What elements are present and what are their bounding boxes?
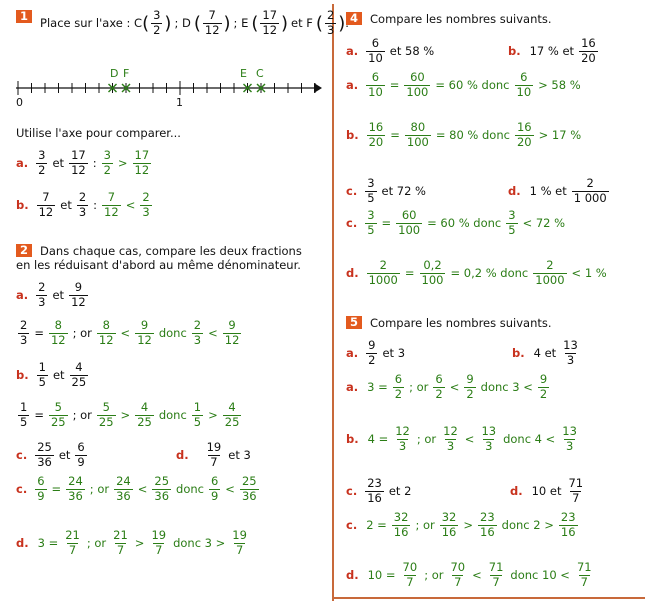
ex2-solution-d: d. 3 = $\frac{21}{7}$ ; or $\frac{21}{7}$ > $\frac{19}{7}$ donc 3 > $\frac{19}{7}$: [16, 528, 247, 557]
exercise-number: 4: [346, 12, 362, 25]
compare-instruction: Utilise l'axe pour comparer...: [16, 126, 181, 140]
bottom-rule: [332, 597, 645, 599]
exercise-1-statement: Place sur l'axe : C ( $\frac{3}{2}$ ) ; D ( $\frac{7}{12}$ ) ; E ( $\frac{17}{12}$ ) et F ( $\frac{2}{3}$ ): [40, 8, 346, 37]
ex2-solution-b: $\frac{1}{5}$ = $\frac{5}{25}$ ; or $\frac{5}{25}$ > $\frac{4}{25}$ donc $\frac{1}{5}$ > $\frac{4}{25}$: [20, 400, 240, 429]
exercise-number: 5: [346, 316, 362, 329]
ex4-solution-c: c. $\frac{3}{5}$ = $\frac{60}{100}$ = 60 % donc $\frac{3}{5}$ < 72 %: [346, 208, 566, 237]
ex4-question-d: d. 1 % et $\frac{2}{1 000}$: [508, 176, 607, 205]
ex5-question-d: d. 10 et $\frac{71}{7}$: [510, 476, 584, 505]
fraction: $\frac{7}{12}$: [204, 8, 220, 37]
ex1-answer-b: b. $\frac{7}{12}$ et $\frac{2}{3}$ : $\frac{7}{12}$ < $\frac{2}{3}$: [16, 190, 150, 219]
fraction: $\frac{3}{2}$: [153, 8, 161, 37]
ex4-solution-b: b. $\frac{16}{20}$ = $\frac{80}{100}$ = 80 % donc $\frac{16}{20}$ > 17 %: [346, 120, 582, 149]
ex4-question-c: c. $\frac{3}{5}$ et 72 %: [346, 176, 426, 205]
point-label-D: D: [110, 67, 119, 80]
ex4-question-a: a. $\frac{6}{10}$ et 58 %: [346, 36, 435, 65]
ex2-solution-c: c. $\frac{6}{9}$ = $\frac{24}{36}$ ; or $\frac{24}{36}$ < $\frac{25}{36}$ donc $\frac{6}{9}$ < $\frac{25}{36}$: [16, 474, 257, 503]
ex5-solution-d: d. 10 = $\frac{70}{7}$ ; or $\frac{70}{7}$ < $\frac{71}{7}$ donc 10 < $\frac{71}{7}$: [346, 560, 592, 589]
ex4-solution-a: a. $\frac{6}{10}$ = $\frac{60}{100}$ = 60 % donc $\frac{6}{10}$ > 58 %: [346, 70, 581, 99]
number-line: [14, 62, 324, 112]
fraction: $\frac{2}{3}$: [326, 8, 335, 37]
exercise-2-header: 2 Dans chaque cas, compare les deux fractions: [16, 244, 302, 258]
ex5-question-c: c. $\frac{23}{16}$ et 2: [346, 476, 412, 505]
axis-label-one: 1: [176, 96, 183, 109]
point-label-C: C: [256, 67, 264, 80]
point-label-F: F: [123, 67, 130, 80]
exercise-1-header: [16, 10, 349, 36]
exercise-number: 2: [16, 244, 32, 257]
ex2-solution-a: $\frac{2}{3}$ = $\frac{8}{12}$ ; or $\frac{8}{12}$ < $\frac{9}{12}$ donc $\frac{2}{3}$ < $\frac{9}{12}$: [20, 318, 240, 347]
ex5-solution-c: c. 2 = $\frac{32}{16}$ ; or $\frac{32}{16}$ > $\frac{23}{16}$ donc 2 > $\frac{23}{16}$: [346, 510, 576, 539]
ex4-question-b: b. 17 % et $\frac{16}{20}$: [508, 36, 596, 65]
ex5-solution-a: a. 3 = $\frac{6}{2}$ ; or $\frac{6}{2}$ < $\frac{9}{2}$ donc 3 < $\frac{9}{2}$: [346, 372, 548, 401]
exercise-2-text-line2: en les réduisant d'abord au même dénominateur.: [16, 258, 301, 272]
ex5-question-a: a. $\frac{9}{2}$ et 3: [346, 338, 406, 367]
ex1-answer-a: a. $\frac{3}{2}$ et $\frac{17}{12}$ : $\frac{3}{2}$ > $\frac{17}{12}$: [16, 148, 150, 177]
ex5-solution-b: b. 4 = $\frac{12}{3}$ ; or $\frac{12}{3}$ < $\frac{13}{3}$ donc 4 < $\frac{13}{3}$: [346, 424, 577, 453]
point-label-E: E: [240, 67, 247, 80]
exercise-4-header: 4 Compare les nombres suivants.: [346, 12, 552, 26]
ex5-question-b: b. 4 et $\frac{13}{3}$: [512, 338, 578, 367]
exercise-5-header: 5 Compare les nombres suivants.: [346, 316, 552, 330]
column-divider: [332, 4, 334, 601]
ex4-solution-d: d. $\frac{2}{1000}$ = $\frac{0,2}{100}$ = 0,2 % donc $\frac{2}{1000}$ < 1 %: [346, 258, 607, 287]
fraction: $\frac{17}{12}$: [262, 8, 278, 37]
ex2-question-a: a. $\frac{2}{3}$ et $\frac{9}{12}$: [16, 280, 86, 309]
ex2-question-d: d. $\frac{19}{7}$ et 3: [176, 440, 251, 469]
ex2-question-c: c. $\frac{25}{36}$ et $\frac{6}{9}$: [16, 440, 85, 469]
ex2-question-b: b. $\frac{1}{5}$ et $\frac{4}{25}$: [16, 360, 87, 389]
axis-label-zero: 0: [16, 96, 23, 109]
exercise-number: 1: [16, 10, 32, 23]
